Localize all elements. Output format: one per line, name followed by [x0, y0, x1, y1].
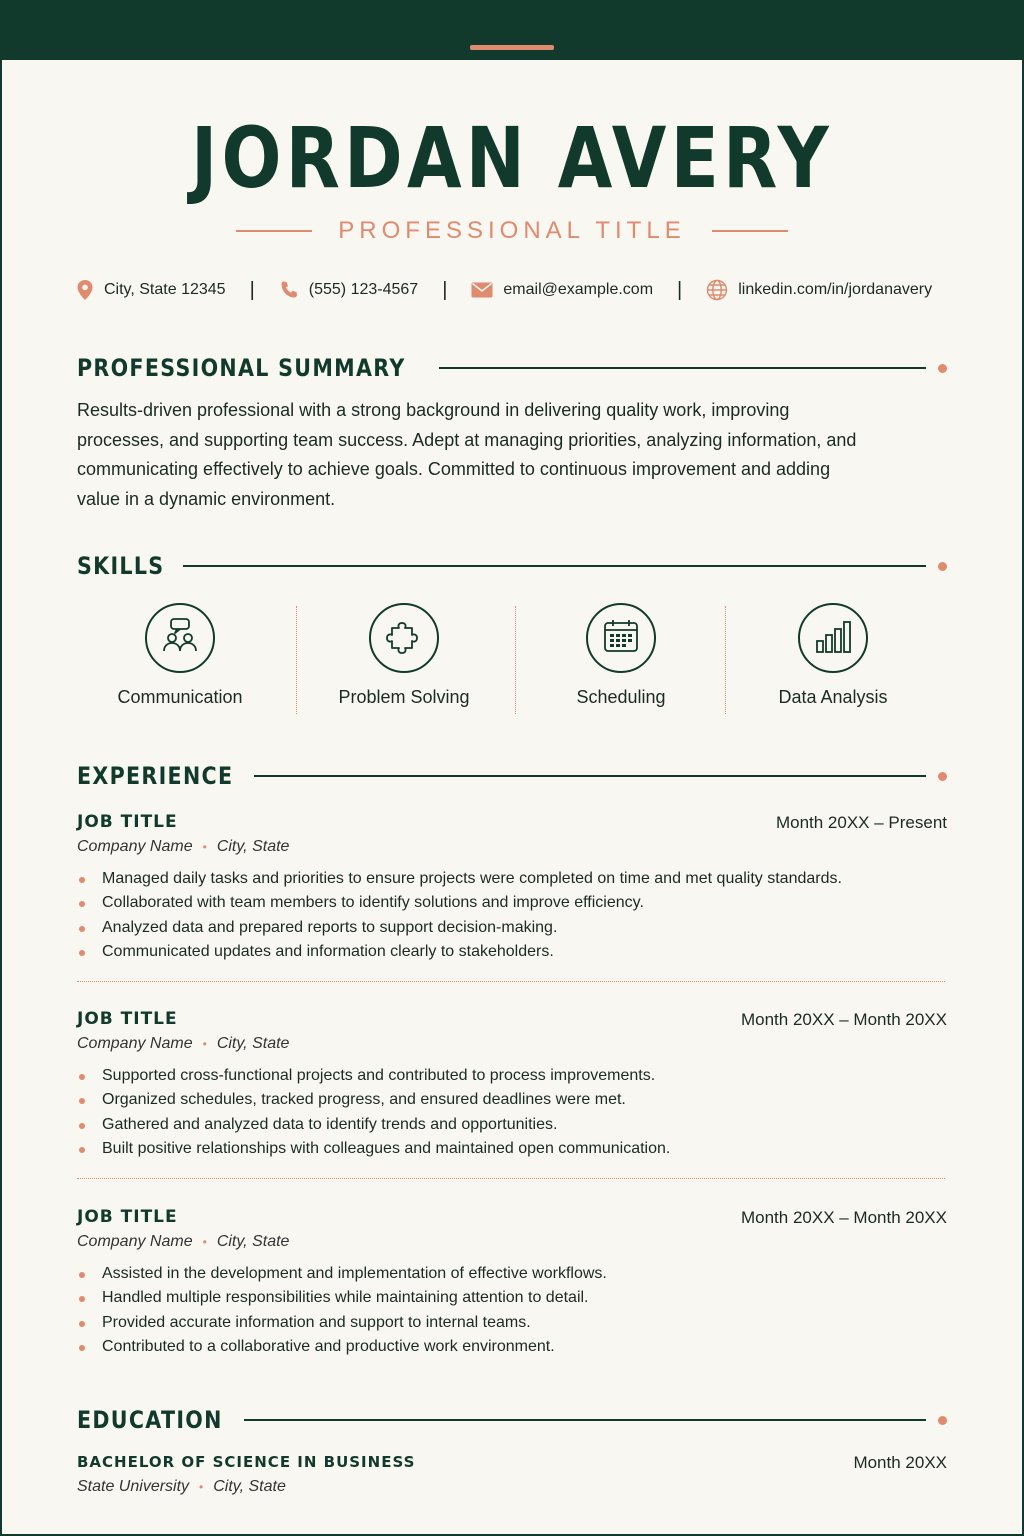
- education-entry: [77, 1451, 947, 1497]
- puzzle-icon: [384, 616, 424, 660]
- section-title: SKILLS: [77, 552, 165, 580]
- skill-label: Problem Solving: [338, 687, 470, 707]
- skill-item: [75, 600, 285, 708]
- contact-separator: |: [249, 278, 255, 301]
- envelope-icon: [471, 282, 493, 298]
- email-text: email@example.com: [503, 281, 654, 298]
- top-banner: [0, 0, 1024, 60]
- location-pin-icon: [76, 279, 94, 301]
- candidate-name: JORDAN AVERY: [191, 109, 833, 207]
- skill-divider: [296, 606, 297, 714]
- job-title: JOB TITLE: [77, 1207, 178, 1227]
- section-title: EDUCATION: [77, 1406, 223, 1434]
- list-item: Managed daily tasks and priorities to ensure projects were completed on time and met quality standards.: [77, 867, 947, 891]
- company-name: Company Name: [77, 1233, 193, 1250]
- professional-title: PROFESSIONAL TITLE: [338, 217, 686, 244]
- section-dot: [938, 562, 947, 571]
- job-entry: [77, 811, 947, 964]
- professional-title-row: [0, 214, 1024, 248]
- school-name: State University: [77, 1478, 190, 1495]
- skill-item: [516, 600, 726, 708]
- summary-text: Results-driven professional with a strong background in delivering quality work, improving processes, and supporting team success. Adept at managing priorities, analyzing information, and communicating effectively to achieve goals. Committed to continuous improvement and adding value in a dynamic environment.: [77, 400, 857, 509]
- dot-separator: •: [202, 1037, 207, 1051]
- skills-row: [77, 600, 947, 720]
- location-text: City, State 12345: [104, 281, 226, 298]
- job-bullets: [77, 1262, 947, 1359]
- contact-separator: |: [677, 278, 683, 301]
- school-location: City, State: [213, 1478, 286, 1495]
- section-rule: [183, 565, 926, 567]
- list-item: Analyzed data and prepared reports to support decision-making.: [77, 916, 947, 940]
- contact-linkedin: [706, 279, 932, 301]
- contact-email: [471, 281, 653, 299]
- degree-title: BACHELOR OF SCIENCE IN BUSINESS: [77, 1453, 416, 1471]
- skill-divider: [725, 606, 726, 714]
- entry-divider: [77, 981, 945, 982]
- summary-section-header: [77, 352, 947, 384]
- section-rule: [244, 1419, 926, 1421]
- company-name: Company Name: [77, 838, 193, 855]
- job-company-line: [77, 837, 947, 857]
- job-dates: Month 20XX – Present: [775, 813, 947, 832]
- dot-separator: •: [202, 840, 207, 854]
- section-rule: [254, 775, 926, 777]
- skill-icon-circle: [369, 603, 439, 673]
- title-rule-right: [712, 230, 788, 232]
- contact-separator: |: [442, 278, 448, 301]
- education-section-header: [77, 1404, 947, 1436]
- linkedin-text: linkedin.com/in/jordanavery: [738, 281, 933, 298]
- skill-label: Data Analysis: [778, 687, 888, 707]
- skill-item: [299, 600, 509, 708]
- list-item: Assisted in the development and implementation of effective workflows.: [77, 1262, 947, 1286]
- dot-separator: •: [199, 1480, 204, 1494]
- job-bullets: [77, 1064, 947, 1161]
- company-location: City, State: [216, 1035, 290, 1052]
- list-item: Communicated updates and information clearly to stakeholders.: [77, 940, 947, 964]
- job-dates: Month 20XX – Month 20XX: [740, 1010, 947, 1029]
- job-title: JOB TITLE: [77, 1009, 178, 1029]
- section-title: EXPERIENCE: [77, 762, 234, 790]
- skill-label: Communication: [117, 687, 243, 707]
- company-location: City, State: [216, 838, 290, 855]
- skills-section-header: [77, 550, 947, 582]
- skill-icon-circle: [145, 603, 215, 673]
- job-entry: [77, 1206, 947, 1359]
- education-date: Month 20XX: [853, 1453, 947, 1472]
- contact-bar: [76, 274, 956, 306]
- section-dot: [938, 1416, 947, 1425]
- bar-chart-icon: [813, 617, 853, 659]
- phone-icon: [279, 280, 299, 300]
- job-company-line: [77, 1232, 947, 1252]
- list-item: Gathered and analyzed data to identify trends and opportunities.: [77, 1113, 947, 1137]
- skill-icon-circle: [586, 603, 656, 673]
- experience-section-header: [77, 760, 947, 792]
- skill-item: [728, 600, 938, 708]
- list-item: Organized schedules, tracked progress, and ensured deadlines were met.: [77, 1088, 947, 1112]
- people-chat-icon: [159, 616, 201, 660]
- title-rule-left: [236, 230, 312, 232]
- section-rule: [439, 367, 926, 369]
- phone-text: (555) 123-4567: [308, 281, 419, 298]
- list-item: Provided accurate information and support to internal teams.: [77, 1311, 947, 1335]
- section-dot: [938, 772, 947, 781]
- list-item: Built positive relationships with colleagues and maintained open communication.: [77, 1137, 947, 1161]
- list-item: Collaborated with team members to identify solutions and improve efficiency.: [77, 891, 947, 915]
- job-title: JOB TITLE: [77, 812, 178, 832]
- job-company-line: [77, 1034, 947, 1054]
- company-name: Company Name: [77, 1035, 193, 1052]
- top-accent-bar: [470, 45, 554, 50]
- skill-label: Scheduling: [576, 687, 666, 707]
- dot-separator: •: [202, 1235, 207, 1249]
- school-line: [77, 1477, 947, 1497]
- contact-location: [76, 279, 226, 301]
- list-item: Handled multiple responsibilities while maintaining attention to detail.: [77, 1286, 947, 1310]
- section-title: PROFESSIONAL SUMMARY: [77, 354, 406, 382]
- contact-phone: [279, 280, 418, 300]
- list-item: Supported cross-functional projects and contributed to process improvements.: [77, 1064, 947, 1088]
- skill-icon-circle: [798, 603, 868, 673]
- job-entry: [77, 1008, 947, 1161]
- section-dot: [938, 364, 947, 373]
- company-location: City, State: [216, 1233, 290, 1250]
- job-dates: Month 20XX – Month 20XX: [740, 1208, 947, 1227]
- calendar-icon: [602, 617, 640, 659]
- job-bullets: [77, 867, 947, 964]
- entry-divider: [77, 1178, 945, 1179]
- globe-icon: [706, 279, 728, 301]
- list-item: Contributed to a collaborative and productive work environment.: [77, 1335, 947, 1359]
